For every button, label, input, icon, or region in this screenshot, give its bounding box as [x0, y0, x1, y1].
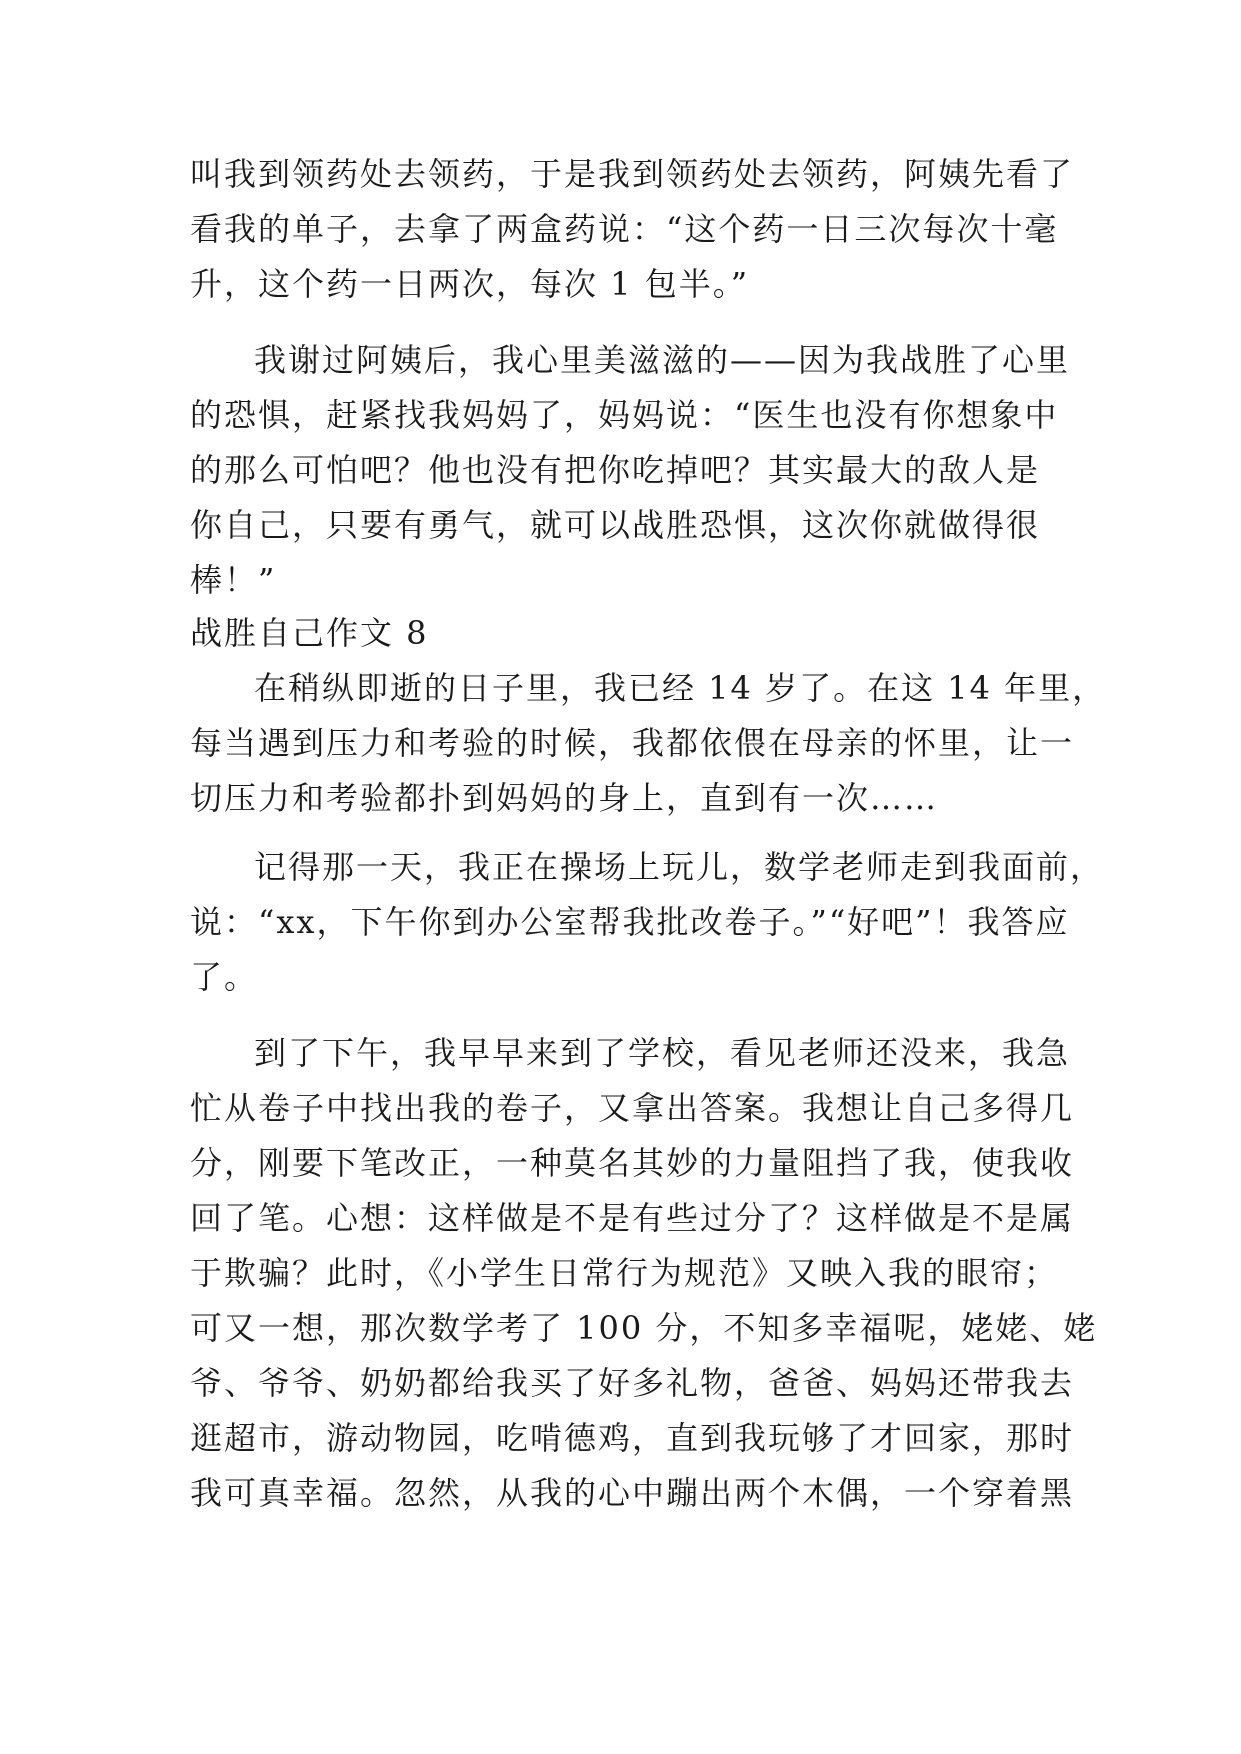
text-line: 叫我到领药处去领药，于是我到领药处去领药，阿姨先看了	[190, 155, 1075, 193]
text-line: 可又一想，那次数学考了 100 分，不知多幸福呢，姥姥、姥	[190, 1309, 1098, 1347]
paragraph-first-line: 到了下午，我早早来到了学校，看见老师还没来，我急	[254, 1034, 1071, 1072]
text-line: 看我的单子，去拿了两盒药说：“这个药一日三次每次十毫	[190, 210, 1059, 248]
section-heading: 战胜自己作文 8	[190, 614, 429, 652]
text-line: 忙从卷子中找出我的卷子，又拿出答案。我想让自己多得几	[190, 1089, 1075, 1127]
text-line: 于欺骗？此时，《小学生日常行为规范》又映入我的眼帘；	[190, 1254, 1059, 1292]
text-line: 了。	[190, 958, 259, 996]
text-line: 升，这个药一日两次，每次 1 包半。”	[190, 265, 750, 303]
text-line: 切压力和考验都扑到妈妈的身上，直到有一次……	[190, 779, 939, 817]
text-line: 回了笔。心想：这样做是不是有些过分了？这样做是不是属	[190, 1199, 1075, 1237]
text-line: 的那么可怕吧？他也没有把你吃掉吧？其实最大的敌人是	[190, 451, 1041, 489]
text-line: 我可真幸福。忽然，从我的心中蹦出两个木偶，一个穿着黑	[190, 1474, 1075, 1512]
text-line: 你自己，只要有勇气，就可以战胜恐惧，这次你就做得很	[190, 506, 1041, 544]
paragraph-first-line: 记得那一天，我正在操场上玩儿，数学老师走到我面前，	[254, 848, 1105, 886]
text-line: 爷、爷爷、奶奶都给我买了好多礼物，爸爸、妈妈还带我去	[190, 1364, 1075, 1402]
text-line: 的恐惧，赶紧找我妈妈了，妈妈说：“医生也没有你想象中	[190, 396, 1059, 434]
text-line: 棒！”	[190, 561, 277, 599]
text-line: 分，刚要下笔改正，一种莫名其妙的力量阻挡了我，使我收	[190, 1144, 1075, 1182]
text-line: 每当遇到压力和考验的时候，我都依偎在母亲的怀里，让一	[190, 724, 1075, 762]
paragraph-first-line: 在稍纵即逝的日子里，我已经 14 岁了。在这 14 年里，	[254, 669, 1107, 707]
text-line: 逛超市，游动物园，吃啃德鸡，直到我玩够了才回家，那时	[190, 1419, 1075, 1457]
text-line: 说：“xx，下午你到办公室帮我批改卷子。”“好吧”！我答应	[190, 903, 1070, 941]
paragraph-first-line: 我谢过阿姨后，我心里美滋滋的——因为我战胜了心里	[254, 341, 1071, 379]
